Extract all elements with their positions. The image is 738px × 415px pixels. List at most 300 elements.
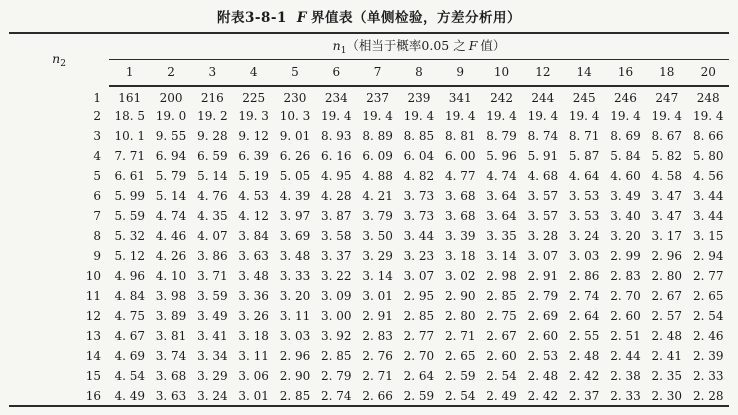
table-cell: 6. 04: [403, 149, 435, 163]
table-cell: 3. 73: [403, 189, 435, 203]
table-cell: 19. 4: [610, 109, 641, 123]
table-cell: 2. 49: [486, 388, 517, 403]
table-cell: 2. 53: [527, 349, 559, 363]
table-cell: 5. 91: [527, 149, 559, 163]
table-cell: 9. 28: [197, 129, 228, 143]
column-header: 16: [605, 59, 646, 86]
table-cell: 2. 70: [403, 349, 435, 363]
table-cell: 3. 24: [197, 388, 228, 403]
table-cell: 4. 75: [114, 309, 145, 323]
table-cell: 3. 57: [527, 189, 559, 203]
table-cell: 2. 54: [444, 388, 476, 403]
table-cell: 4. 68: [527, 169, 559, 183]
table-cell: 4. 76: [197, 189, 228, 203]
row-label: 15: [85, 369, 102, 383]
table-cell: 2. 85: [279, 388, 311, 403]
title-table-number: 附表3-8-1: [217, 10, 287, 26]
table-cell: 3. 33: [279, 269, 311, 283]
group-note-post: 值）: [480, 38, 506, 54]
table-cell: 3. 07: [527, 249, 559, 263]
table-cell: 3. 74: [155, 349, 187, 363]
table-cell: 3. 86: [197, 249, 228, 263]
table-cell: 9. 01: [279, 129, 311, 143]
table-cell: 3. 29: [197, 369, 228, 383]
table-cell: 2. 77: [403, 329, 435, 343]
column-header: 4: [233, 59, 274, 86]
table-cell: 3. 48: [279, 249, 311, 263]
table-cell: 3. 92: [321, 329, 352, 343]
table-cell: 2. 42: [527, 388, 559, 403]
table-cell: 2. 57: [651, 309, 683, 323]
table-cell: 3. 02: [444, 269, 476, 283]
column-header: 12: [522, 59, 563, 86]
table-cell: 6. 16: [321, 149, 352, 163]
table-cell: 3. 40: [610, 209, 641, 223]
table-cell: 3. 24: [568, 229, 600, 243]
table-cell: 4. 28: [321, 189, 352, 203]
column-header: 3: [192, 59, 233, 86]
table-cell: 4. 54: [114, 369, 145, 383]
table-cell: 2. 37: [568, 388, 600, 403]
table-cell: 3. 03: [279, 329, 311, 343]
table-cell: 239: [407, 91, 431, 105]
row-label: 2: [93, 109, 102, 123]
table-cell: 2. 74: [321, 388, 352, 403]
table-cell: 2. 39: [692, 349, 724, 363]
table-cell: 3. 98: [155, 289, 187, 303]
table-cell: 2. 67: [486, 329, 517, 343]
n1-subscript: 1: [340, 46, 347, 57]
table-cell: 3. 44: [692, 189, 724, 203]
table-cell: 3. 53: [568, 189, 600, 203]
table-row: [9, 346, 729, 366]
table-body: [9, 86, 729, 406]
table-cell: 3. 44: [403, 229, 435, 243]
row-label: 7: [93, 209, 102, 223]
column-group-header-n1: [109, 33, 729, 59]
table-cell: 19. 2: [197, 109, 228, 123]
column-numbers-row: [9, 59, 729, 86]
table-cell: 2. 28: [692, 388, 724, 403]
table-cell: 3. 17: [651, 229, 683, 243]
table-cell: 246: [614, 91, 637, 105]
column-header: 10: [481, 59, 522, 86]
table-cell: 3. 29: [362, 249, 393, 263]
table-cell: 341: [448, 91, 472, 105]
row-variable-label-n2: [9, 33, 109, 86]
table-row: [9, 86, 729, 106]
column-header: 20: [687, 59, 729, 86]
table-cell: 234: [324, 91, 348, 105]
table-cell: 2. 90: [279, 369, 311, 383]
table-cell: 3. 63: [238, 249, 269, 263]
table-cell: 3. 07: [403, 269, 435, 283]
table-cell: 2. 94: [692, 249, 724, 263]
row-label: 16: [85, 388, 102, 403]
table-row: [9, 206, 729, 226]
table-cell: 3. 14: [486, 249, 517, 263]
table-cell: 5. 80: [692, 149, 724, 163]
table-cell: 3. 97: [279, 209, 311, 223]
table-cell: 230: [283, 91, 307, 105]
group-header-row: [9, 33, 729, 59]
table-cell: 3. 18: [444, 249, 476, 263]
table-cell: 19. 4: [568, 109, 600, 123]
table-row: [9, 266, 729, 286]
table-row: [9, 366, 729, 386]
table-row: [9, 386, 729, 406]
title-f-symbol: F: [296, 10, 307, 26]
table-cell: 242: [490, 91, 513, 105]
table-cell: 2. 42: [568, 369, 600, 383]
table-row: [9, 126, 729, 146]
table-cell: 248: [696, 91, 720, 105]
table-row: [9, 166, 729, 186]
table-cell: 2. 74: [568, 289, 600, 303]
table-cell: 3. 58: [321, 229, 352, 243]
row-label: 9: [93, 249, 102, 263]
table-cell: 5. 82: [651, 149, 683, 163]
table-cell: 3. 00: [321, 309, 352, 323]
table-cell: 3. 06: [238, 369, 269, 383]
table-cell: 2. 38: [610, 369, 641, 383]
table-cell: 4. 74: [486, 169, 517, 183]
table-cell: 2. 44: [610, 349, 641, 363]
row-label: 8: [93, 229, 102, 243]
table-row: [9, 246, 729, 266]
table-cell: 4. 88: [362, 169, 393, 183]
group-note-pre: （相当于概率0.05 之: [346, 38, 466, 54]
table-cell: 3. 89: [155, 309, 187, 323]
table-cell: 3. 44: [692, 209, 724, 223]
table-cell: 9. 55: [155, 129, 187, 143]
table-cell: 3. 37: [321, 249, 352, 263]
table-cell: 2. 91: [527, 269, 559, 283]
table-cell: 5. 99: [114, 189, 145, 203]
column-header: 7: [357, 59, 398, 86]
row-label: 5: [93, 169, 102, 183]
table-cell: 4. 64: [568, 169, 600, 183]
table-header: [9, 33, 729, 86]
table-cell: 19. 0: [155, 109, 187, 123]
table-cell: 3. 68: [155, 369, 187, 383]
table-cell: 6. 26: [279, 149, 311, 163]
table-cell: 4. 07: [197, 229, 228, 243]
table-cell: 8. 71: [568, 129, 600, 143]
table-cell: 8. 69: [610, 129, 641, 143]
table-cell: 10. 3: [279, 109, 311, 123]
table-cell: 4. 35: [197, 209, 228, 223]
column-header: 2: [150, 59, 191, 86]
column-header: 1: [109, 59, 150, 86]
table-cell: 3. 20: [279, 289, 311, 303]
table-cell: 2. 98: [486, 269, 517, 283]
table-cell: 2. 35: [651, 369, 683, 383]
table-row: [9, 186, 729, 206]
table-cell: 2. 33: [692, 369, 724, 383]
table-cell: 4. 82: [403, 169, 435, 183]
table-cell: 2. 64: [568, 309, 600, 323]
table-cell: 2. 71: [444, 329, 476, 343]
table-cell: 6. 00: [444, 149, 476, 163]
row-label: 11: [85, 289, 102, 303]
n2-symbol: n: [52, 51, 61, 66]
table-row: [9, 226, 729, 246]
table-cell: 2. 30: [651, 388, 683, 403]
table-cell: 5. 14: [155, 189, 187, 203]
table-cell: 8. 81: [444, 129, 476, 143]
table-cell: 216: [200, 91, 224, 105]
table-cell: 2. 80: [444, 309, 476, 323]
table-cell: 5. 59: [114, 209, 145, 223]
table-cell: 3. 20: [610, 229, 641, 243]
table-cell: 4. 95: [321, 169, 352, 183]
table-cell: 2. 60: [486, 349, 517, 363]
table-cell: 2. 90: [444, 289, 476, 303]
table-cell: 161: [118, 91, 142, 105]
table-cell: 5. 14: [197, 169, 228, 183]
table-cell: 19. 4: [444, 109, 476, 123]
table-cell: 6. 94: [155, 149, 187, 163]
column-header: 14: [564, 59, 605, 86]
column-header: 8: [398, 59, 439, 86]
table-cell: 3. 41: [197, 329, 228, 343]
table-cell: 2. 85: [321, 349, 352, 363]
table-cell: 225: [242, 91, 266, 105]
column-header: 6: [316, 59, 357, 86]
table-cell: 2. 96: [279, 349, 311, 363]
table-cell: 2. 54: [692, 309, 724, 323]
table-cell: 18. 5: [114, 109, 145, 123]
table-cell: 4. 96: [114, 269, 145, 283]
table-cell: 8. 67: [651, 129, 683, 143]
table-cell: 4. 26: [155, 249, 187, 263]
table-cell: 3. 28: [527, 229, 559, 243]
table-cell: 2. 67: [651, 289, 683, 303]
table-cell: 237: [366, 91, 390, 105]
table-cell: 4. 46: [155, 229, 187, 243]
table-cell: 2. 76: [362, 349, 393, 363]
table-cell: 8. 93: [321, 129, 352, 143]
table-cell: 10. 1: [114, 129, 145, 143]
table-cell: 3. 79: [362, 209, 393, 223]
table-cell: 2. 77: [692, 269, 724, 283]
table-cell: 3. 47: [651, 209, 683, 223]
table-cell: 3. 87: [321, 209, 352, 223]
table-cell: 19. 3: [238, 109, 269, 123]
table-cell: 2. 51: [610, 329, 641, 343]
table-cell: 2. 96: [651, 249, 683, 263]
title-text: 界值表（单侧检验，方差分析用）: [310, 10, 521, 26]
table-cell: 3. 09: [321, 289, 352, 303]
table-cell: 8. 79: [486, 129, 517, 143]
table-cell: 2. 59: [403, 388, 435, 403]
table-row: [9, 306, 729, 326]
table-cell: 5. 84: [610, 149, 641, 163]
row-label: 12: [85, 309, 102, 323]
table-cell: 8. 74: [527, 129, 559, 143]
table-cell: 3. 23: [403, 249, 435, 263]
row-label: 6: [93, 189, 102, 203]
table-cell: 2. 99: [610, 249, 641, 263]
table-cell: 19. 4: [486, 109, 517, 123]
table-cell: 2. 48: [568, 349, 600, 363]
table-cell: 8. 66: [692, 129, 724, 143]
table-cell: 3. 81: [155, 329, 187, 343]
table-cell: 3. 03: [568, 249, 600, 263]
table-cell: 6. 61: [114, 169, 145, 183]
table-cell: 5. 96: [486, 149, 517, 163]
table-cell: 2. 69: [527, 309, 559, 323]
table-cell: 3. 01: [362, 289, 393, 303]
table-cell: 4. 56: [692, 169, 724, 183]
table-cell: 4. 12: [238, 209, 269, 223]
table-cell: 2. 79: [527, 289, 559, 303]
table-cell: 3. 64: [486, 189, 517, 203]
table-cell: 7. 71: [114, 149, 145, 163]
table-cell: 9. 12: [238, 129, 269, 143]
table-cell: 5. 05: [279, 169, 311, 183]
table-cell: 2. 70: [610, 289, 641, 303]
table-cell: 4. 49: [114, 388, 145, 403]
table-cell: 3. 73: [403, 209, 435, 223]
table-cell: 4. 10: [155, 269, 187, 283]
table-cell: 5. 87: [568, 149, 600, 163]
table-row: [9, 106, 729, 126]
n2-subscript: 2: [60, 59, 66, 69]
table-cell: 245: [572, 91, 596, 105]
table-cell: 8. 89: [362, 129, 393, 143]
table-cell: 3. 53: [568, 209, 600, 223]
table-cell: 3. 63: [155, 388, 187, 403]
page-title: [9, 7, 729, 32]
row-label: 3: [93, 129, 102, 143]
table-cell: 3. 14: [362, 269, 393, 283]
table-cell: 2. 85: [403, 309, 435, 323]
table-cell: 3. 49: [610, 189, 641, 203]
column-header: 9: [440, 59, 481, 86]
table-cell: 19. 4: [321, 109, 352, 123]
table-cell: 3. 26: [238, 309, 269, 323]
table-cell: 2. 75: [486, 309, 517, 323]
table-cell: 3. 64: [486, 209, 517, 223]
table-cell: 2. 59: [444, 369, 476, 383]
table-cell: 19. 4: [692, 109, 724, 123]
table-cell: 3. 71: [197, 269, 228, 283]
table-cell: 4. 21: [362, 189, 393, 203]
table-cell: 4. 53: [238, 189, 269, 203]
table-cell: 6. 39: [238, 149, 269, 163]
table-cell: 19. 4: [362, 109, 393, 123]
table-cell: 4. 84: [114, 289, 145, 303]
table-cell: 19. 4: [527, 109, 559, 123]
table-cell: 3. 59: [197, 289, 228, 303]
table-row: [9, 146, 729, 166]
table-cell: 244: [531, 91, 555, 105]
table-cell: 6. 59: [197, 149, 228, 163]
row-label: 10: [85, 269, 102, 283]
table-cell: 4. 74: [155, 209, 187, 223]
table-cell: 2. 60: [610, 309, 641, 323]
table-cell: 200: [159, 91, 183, 105]
table-cell: 2. 64: [403, 369, 435, 383]
table-cell: 3. 84: [238, 229, 269, 243]
table-cell: 2. 83: [362, 329, 393, 343]
table-cell: 19. 4: [651, 109, 683, 123]
table-cell: 5. 79: [155, 169, 187, 183]
row-label: 1: [93, 90, 102, 105]
group-note-f-symbol: F: [468, 38, 478, 54]
table-cell: 5. 32: [114, 229, 145, 243]
row-label: 13: [85, 329, 102, 343]
table-cell: 6. 09: [362, 149, 393, 163]
table-cell: 5. 12: [114, 249, 145, 263]
table-cell: 2. 46: [692, 329, 724, 343]
table-cell: 2. 60: [527, 329, 559, 343]
n1-symbol: n: [332, 38, 341, 54]
table-cell: 3. 68: [444, 189, 476, 203]
table-cell: 3. 57: [527, 209, 559, 223]
table-cell: 2. 65: [444, 349, 476, 363]
table-cell: 2. 48: [651, 329, 683, 343]
table-cell: 2. 79: [321, 369, 352, 383]
table-cell: 3. 35: [486, 229, 517, 243]
row-label: 4: [93, 149, 102, 163]
table-cell: 3. 34: [197, 349, 228, 363]
table-cell: 4. 67: [114, 329, 145, 343]
table-cell: 4. 69: [114, 349, 145, 363]
table-cell: 3. 15: [692, 229, 724, 243]
table-cell: 2. 83: [610, 269, 641, 283]
table-cell: 3. 01: [238, 388, 269, 403]
table-cell: 3. 18: [238, 329, 269, 343]
table-cell: 2. 48: [527, 369, 559, 383]
table-cell: 2. 54: [486, 369, 517, 383]
table-cell: 3. 22: [321, 269, 352, 283]
table-cell: 3. 36: [238, 289, 269, 303]
table-cell: 3. 50: [362, 229, 393, 243]
table-cell: 2. 66: [362, 388, 393, 403]
table-cell: 3. 39: [444, 229, 476, 243]
table-cell: 3. 11: [238, 349, 269, 363]
f-critical-values-table: [9, 32, 729, 407]
table-cell: 2. 85: [486, 289, 517, 303]
table-cell: 2. 86: [568, 269, 600, 283]
table-cell: 2. 41: [651, 349, 683, 363]
table-cell: 2. 91: [362, 309, 393, 323]
table-cell: 2. 95: [403, 289, 435, 303]
column-header: 5: [274, 59, 315, 86]
table-cell: 19. 4: [403, 109, 435, 123]
table-cell: 3. 49: [197, 309, 228, 323]
table-cell: 2. 80: [651, 269, 683, 283]
table-cell: 4. 77: [444, 169, 476, 183]
table-cell: 2. 33: [610, 388, 641, 403]
table-cell: 2. 65: [692, 289, 724, 303]
table-row: [9, 326, 729, 346]
table-cell: 247: [655, 91, 679, 105]
table-cell: 3. 48: [238, 269, 269, 283]
table-cell: 8. 85: [403, 129, 435, 143]
table-cell: 5. 19: [238, 169, 269, 183]
table-cell: 4. 60: [610, 169, 641, 183]
table-cell: 3. 47: [651, 189, 683, 203]
table-cell: 2. 71: [362, 369, 393, 383]
table-cell: 4. 39: [279, 189, 311, 203]
table-cell: 4. 58: [651, 169, 683, 183]
table-row: [9, 286, 729, 306]
table-cell: 2. 55: [568, 329, 600, 343]
